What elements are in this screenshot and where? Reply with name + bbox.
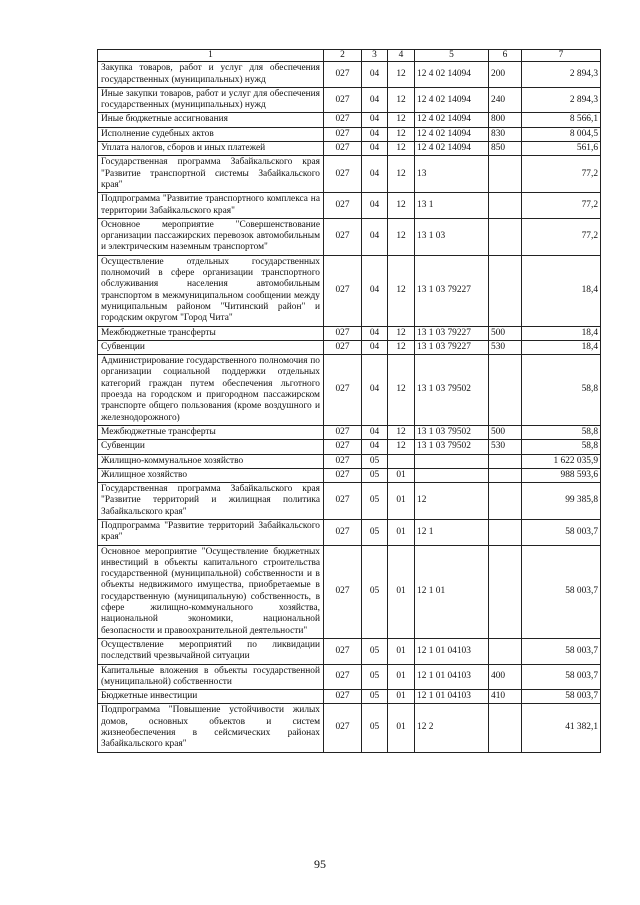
expense-type-code — [489, 483, 522, 520]
row-name: Государственная программа Забайкальского края "Развитие транспортной системы Забайкальского края" — [98, 156, 324, 193]
row-name: Жилищно-коммунальное хозяйство — [98, 454, 324, 468]
target-article-code: 12 — [415, 483, 489, 520]
row-name: Уплата налогов, сборов и иных платежей — [98, 142, 324, 156]
section-code: 04 — [362, 355, 388, 426]
target-article-code: 13 1 03 79502 — [415, 425, 489, 439]
subsection-code: 12 — [388, 326, 415, 340]
amount: 18,4 — [522, 326, 601, 340]
section-code: 04 — [362, 87, 388, 113]
expense-type-code: 830 — [489, 127, 522, 141]
expense-type-code: 500 — [489, 326, 522, 340]
ministry-code: 027 — [324, 326, 362, 340]
table-row — [98, 468, 601, 482]
expense-type-code — [489, 193, 522, 219]
amount: 58 003,7 — [522, 664, 601, 690]
amount: 8 566,1 — [522, 113, 601, 127]
section-code: 04 — [362, 127, 388, 141]
subsection-code: 12 — [388, 355, 415, 426]
expense-type-code — [489, 454, 522, 468]
amount: 988 593,6 — [522, 468, 601, 482]
expense-type-code: 400 — [489, 664, 522, 690]
expense-type-code — [489, 468, 522, 482]
ministry-code: 027 — [324, 545, 362, 638]
column-header: 7 — [522, 50, 601, 62]
amount: 8 004,5 — [522, 127, 601, 141]
row-name: Подпрограмма "Развитие транспортного комплекса на территории Забайкальского края" — [98, 193, 324, 219]
row-name: Субвенции — [98, 440, 324, 454]
expense-type-code: 530 — [489, 440, 522, 454]
ministry-code: 027 — [324, 440, 362, 454]
subsection-code: 12 — [388, 156, 415, 193]
expense-type-code: 410 — [489, 690, 522, 704]
ministry-code: 027 — [324, 704, 362, 752]
subsection-code: 01 — [388, 519, 415, 545]
table-row — [98, 255, 601, 326]
section-code: 04 — [362, 326, 388, 340]
ministry-code: 027 — [324, 519, 362, 545]
ministry-code: 027 — [324, 113, 362, 127]
amount: 58 003,7 — [522, 519, 601, 545]
subsection-code — [388, 454, 415, 468]
target-article-code: 13 1 — [415, 193, 489, 219]
section-code: 04 — [362, 113, 388, 127]
section-code: 04 — [362, 218, 388, 255]
ministry-code: 027 — [324, 193, 362, 219]
target-article-code: 13 — [415, 156, 489, 193]
subsection-code: 12 — [388, 127, 415, 141]
section-code: 05 — [362, 519, 388, 545]
table-row — [98, 193, 601, 219]
subsection-code: 12 — [388, 440, 415, 454]
column-header: 6 — [489, 50, 522, 62]
target-article-code: 12 1 01 — [415, 545, 489, 638]
subsection-code: 01 — [388, 468, 415, 482]
expense-type-code — [489, 519, 522, 545]
amount: 58 003,7 — [522, 545, 601, 638]
subsection-code: 12 — [388, 425, 415, 439]
table-body — [98, 62, 601, 752]
section-code: 05 — [362, 638, 388, 664]
subsection-code: 01 — [388, 638, 415, 664]
section-code: 04 — [362, 62, 388, 88]
row-name: Межбюджетные трансферты — [98, 326, 324, 340]
section-code: 05 — [362, 704, 388, 752]
subsection-code: 12 — [388, 142, 415, 156]
expense-type-code — [489, 704, 522, 752]
subsection-code: 12 — [388, 218, 415, 255]
expense-type-code — [489, 255, 522, 326]
subsection-code: 01 — [388, 545, 415, 638]
subsection-code: 12 — [388, 87, 415, 113]
table-row — [98, 156, 601, 193]
expense-type-code: 240 — [489, 87, 522, 113]
amount: 58,8 — [522, 440, 601, 454]
subsection-code: 12 — [388, 255, 415, 326]
row-name: Основное мероприятие "Совершенствование организации пассажирских перевозок автомобильным и электрическим наземным транспортом" — [98, 218, 324, 255]
table-row — [98, 664, 601, 690]
target-article-code: 12 4 02 14094 — [415, 113, 489, 127]
section-code: 04 — [362, 425, 388, 439]
table-row — [98, 127, 601, 141]
ministry-code: 027 — [324, 468, 362, 482]
subsection-code: 01 — [388, 690, 415, 704]
ministry-code: 027 — [324, 355, 362, 426]
target-article-code: 12 4 02 14094 — [415, 127, 489, 141]
column-header: 5 — [415, 50, 489, 62]
row-name: Межбюджетные трансферты — [98, 425, 324, 439]
table-row — [98, 218, 601, 255]
section-code: 05 — [362, 483, 388, 520]
target-article-code: 12 1 01 04103 — [415, 690, 489, 704]
ministry-code: 027 — [324, 218, 362, 255]
row-name: Основное мероприятие "Осуществление бюджетных инвестиций в объекты капитального строительства государственной (муниципальной) собственности и в объекты недвижимого имущества, приобретаемые в государственную (муниципальную) собственность, в сфере жилищно-коммунального хозяйства, национальной экономики, национальной безопасности и правоохранительной деятельности" — [98, 545, 324, 638]
row-name: Осуществление отдельных государственных полномочий в сфере организации транспортного обслуживания населения автомобильным транспортом в межмуниципальном сообщении между муниципальным районом "Читинский район" и городским округом "Город Чита" — [98, 255, 324, 326]
ministry-code: 027 — [324, 340, 362, 354]
column-header: 1 — [98, 50, 324, 62]
amount: 561,6 — [522, 142, 601, 156]
row-name: Жилищное хозяйство — [98, 468, 324, 482]
subsection-code: 01 — [388, 704, 415, 752]
row-name: Подпрограмма "Развитие территорий Забайкальского края" — [98, 519, 324, 545]
subsection-code: 12 — [388, 62, 415, 88]
expense-type-code — [489, 156, 522, 193]
section-code: 05 — [362, 468, 388, 482]
table-row — [98, 87, 601, 113]
subsection-code: 12 — [388, 193, 415, 219]
ministry-code: 027 — [324, 690, 362, 704]
section-code: 04 — [362, 142, 388, 156]
amount: 58,8 — [522, 425, 601, 439]
table-row — [98, 113, 601, 127]
table-row — [98, 142, 601, 156]
table-row — [98, 638, 601, 664]
subsection-code: 01 — [388, 664, 415, 690]
amount: 18,4 — [522, 340, 601, 354]
table-row — [98, 425, 601, 439]
column-header: 3 — [362, 50, 388, 62]
row-name: Бюджетные инвестиции — [98, 690, 324, 704]
target-article-code: 13 1 03 79227 — [415, 340, 489, 354]
target-article-code — [415, 468, 489, 482]
table-row — [98, 340, 601, 354]
amount: 2 894,3 — [522, 62, 601, 88]
table-row — [98, 519, 601, 545]
ministry-code: 027 — [324, 425, 362, 439]
section-code: 04 — [362, 193, 388, 219]
table-row — [98, 690, 601, 704]
target-article-code: 12 4 02 14094 — [415, 87, 489, 113]
row-name: Субвенции — [98, 340, 324, 354]
target-article-code: 12 1 01 04103 — [415, 664, 489, 690]
section-code: 04 — [362, 340, 388, 354]
amount: 18,4 — [522, 255, 601, 326]
column-header: 4 — [388, 50, 415, 62]
target-article-code — [415, 454, 489, 468]
row-name: Подпрограмма "Повышение устойчивости жилых домов, основных объектов и систем жизнеобеспечения в сейсмических районах Забайкальского края" — [98, 704, 324, 752]
ministry-code: 027 — [324, 127, 362, 141]
target-article-code: 12 4 02 14094 — [415, 62, 489, 88]
table-row — [98, 326, 601, 340]
amount: 41 382,1 — [522, 704, 601, 752]
page-number: 95 — [314, 857, 326, 871]
ministry-code: 027 — [324, 638, 362, 664]
row-name: Закупка товаров, работ и услуг для обеспечения государственных (муниципальных) нужд — [98, 62, 324, 88]
target-article-code: 12 1 — [415, 519, 489, 545]
expense-type-code — [489, 638, 522, 664]
table-row — [98, 62, 601, 88]
section-code: 04 — [362, 255, 388, 326]
ministry-code: 027 — [324, 156, 362, 193]
budget-table — [97, 49, 601, 753]
table-row — [98, 440, 601, 454]
expense-type-code: 530 — [489, 340, 522, 354]
row-name: Капитальные вложения в объекты государственной (муниципальной) собственности — [98, 664, 324, 690]
amount: 2 894,3 — [522, 87, 601, 113]
target-article-code: 12 4 02 14094 — [415, 142, 489, 156]
section-code: 05 — [362, 545, 388, 638]
table-row — [98, 454, 601, 468]
table-row — [98, 355, 601, 426]
section-code: 04 — [362, 440, 388, 454]
section-code: 05 — [362, 454, 388, 468]
expense-type-code: 850 — [489, 142, 522, 156]
ministry-code: 027 — [324, 87, 362, 113]
ministry-code: 027 — [324, 255, 362, 326]
column-header: 2 — [324, 50, 362, 62]
expense-type-code — [489, 355, 522, 426]
row-name: Иные закупки товаров, работ и услуг для обеспечения государственных (муниципальных) нужд — [98, 87, 324, 113]
ministry-code: 027 — [324, 142, 362, 156]
table-row — [98, 545, 601, 638]
ministry-code: 027 — [324, 483, 362, 520]
amount: 58 003,7 — [522, 690, 601, 704]
target-article-code: 12 2 — [415, 704, 489, 752]
amount: 58,8 — [522, 355, 601, 426]
target-article-code: 13 1 03 79227 — [415, 326, 489, 340]
ministry-code: 027 — [324, 62, 362, 88]
row-name: Иные бюджетные ассигнования — [98, 113, 324, 127]
section-code: 05 — [362, 664, 388, 690]
table-header-row — [98, 50, 601, 62]
table-row — [98, 704, 601, 752]
target-article-code: 13 1 03 79227 — [415, 255, 489, 326]
ministry-code: 027 — [324, 454, 362, 468]
subsection-code: 01 — [388, 483, 415, 520]
amount: 77,2 — [522, 218, 601, 255]
expense-type-code: 500 — [489, 425, 522, 439]
expense-type-code — [489, 545, 522, 638]
amount: 77,2 — [522, 156, 601, 193]
expense-type-code: 200 — [489, 62, 522, 88]
subsection-code: 12 — [388, 340, 415, 354]
ministry-code: 027 — [324, 664, 362, 690]
section-code: 05 — [362, 690, 388, 704]
expense-type-code — [489, 218, 522, 255]
amount: 99 385,8 — [522, 483, 601, 520]
row-name: Исполнение судебных актов — [98, 127, 324, 141]
subsection-code: 12 — [388, 113, 415, 127]
row-name: Администрирование государственного полномочия по организации социальной поддержки отдельных категорий граждан путем обеспечения льготного проезда на городском и пригородном пассажирском транспорте общего пользования (кроме воздушного и железнодорожного) — [98, 355, 324, 426]
table-row — [98, 483, 601, 520]
amount: 58 003,7 — [522, 638, 601, 664]
expense-type-code: 800 — [489, 113, 522, 127]
amount: 1 622 035,9 — [522, 454, 601, 468]
target-article-code: 13 1 03 79502 — [415, 440, 489, 454]
row-name: Осуществление мероприятий по ликвидации последствий чрезвычайной ситуации — [98, 638, 324, 664]
target-article-code: 13 1 03 — [415, 218, 489, 255]
target-article-code: 12 1 01 04103 — [415, 638, 489, 664]
row-name: Государственная программа Забайкальского края "Развитие территорий и жилищная политика Забайкальского края" — [98, 483, 324, 520]
amount: 77,2 — [522, 193, 601, 219]
target-article-code: 13 1 03 79502 — [415, 355, 489, 426]
section-code: 04 — [362, 156, 388, 193]
